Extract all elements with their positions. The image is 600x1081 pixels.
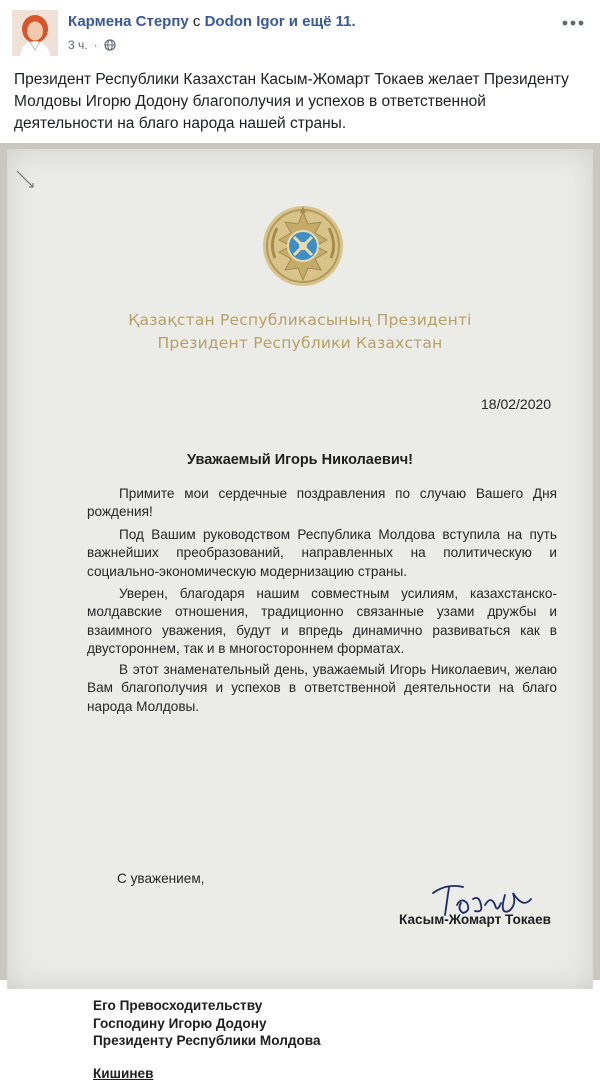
signer-name: Касым-Жомарт Токаев [399,912,552,927]
post-meta: 3 ч. · [68,38,116,52]
letterhead-russian: Президент Республики Казахстан [157,334,443,352]
addressee-line-3: Президенту Республики Молдова [93,1033,321,1048]
avatar[interactable] [12,10,58,56]
addressee-line-2: Господину Игорю Додону [93,1015,267,1031]
letter-date: 18/02/2020 [481,396,552,412]
letter-document [7,149,593,1081]
with-word: с [192,13,201,30]
more-horizontal-icon[interactable] [562,14,586,30]
author-name-link[interactable]: Кармена Стерпу [68,13,189,30]
closing: С уважением, [117,871,205,886]
city: Кишинев [93,1066,154,1081]
kazakhstan-emblem-icon [261,204,345,288]
paragraph-2: Под Вашим руководством Республика Молдова вступила на путь важнейших преобразований, направленных на политическую и социально-экономическую модернизацию страны. [87,527,557,579]
post-header [0,0,600,62]
tagged-user-link[interactable]: Dodon Igor [204,13,285,30]
corner-mark-icon [15,169,37,191]
addressee-line-1: Его Превосходительству [93,998,263,1013]
post-timestamp[interactable]: 3 ч. [68,38,88,52]
paragraph-3: Уверен, благодаря нашим совместным усилиям, казахстанско-молдавские отношения, традиционно связанные узами дружбы и взаимного уважения, будут и впредь динамично развиваться как в двустороннем, так и в многостороннем форматах. [87,586,557,656]
paragraph-1: Примите мои сердечные поздравления по случаю Вашего Дня рождения! [87,486,557,520]
others-link[interactable]: и ещё 11. [288,13,356,30]
author-line [68,13,538,30]
salutation: Уважаемый Игорь Николаевич! [187,452,413,468]
post-text: Президент Республики Казахстан Касым-Жомарт Токаев желает Президенту Молдовы Игорю Додону благополучия и успехов в ответственной деятельности на благо народа нашей страны. [14,71,569,132]
globe-icon[interactable] [104,39,116,51]
avatar-photo-icon [12,10,58,56]
letterhead-kazakh: Қазақстан Республикасының Президенті [128,311,472,329]
addressee-block [93,997,321,1050]
paragraph-4: В этот знаменательный день, уважаемый Игорь Николаевич, желаю Вам благополучия и успехов в ответственной деятельности на благо народа Молдовы. [87,662,557,714]
post-photo[interactable] [0,143,600,1081]
